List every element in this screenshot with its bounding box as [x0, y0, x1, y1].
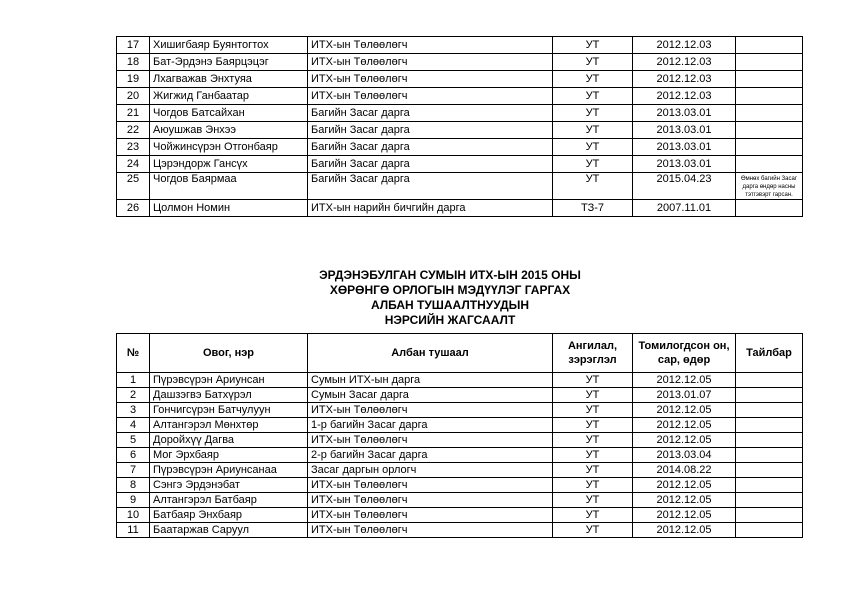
- row-number: 5: [117, 433, 150, 448]
- table-row: [117, 88, 803, 105]
- row-category: УТ: [553, 478, 633, 493]
- table-row: [117, 448, 803, 463]
- row-position: Багийн Засаг дарга: [308, 122, 553, 139]
- row-date: 2013.03.01: [633, 105, 736, 122]
- row-number: 11: [117, 523, 150, 538]
- row-name: Хишигбаяр Буянтогтох: [150, 37, 308, 54]
- row-category: УТ: [553, 105, 633, 122]
- row-category: УТ: [553, 523, 633, 538]
- row-category: УТ: [553, 37, 633, 54]
- row-position: 2-р багийн Засаг дарга: [308, 448, 553, 463]
- table-row: [117, 71, 803, 88]
- row-category: УТ: [553, 71, 633, 88]
- row-note: [736, 508, 803, 523]
- row-note: [736, 493, 803, 508]
- row-number: 22: [117, 122, 150, 139]
- row-position: ИТХ-ын Төлөөлөгч: [308, 37, 553, 54]
- row-position: Сумын Засаг дарга: [308, 388, 553, 403]
- table-row: [117, 463, 803, 478]
- row-name: Чогдов Батсайхан: [150, 105, 308, 122]
- heading-line-4: НЭРСИЙН ЖАГСААЛТ: [384, 313, 516, 327]
- heading-line-3: АЛБАН ТУШААЛТНУУДЫН: [370, 298, 530, 312]
- table-row: [117, 418, 803, 433]
- table-row: [117, 122, 803, 139]
- row-number: 1: [117, 373, 150, 388]
- row-position: Засаг даргын орлогч: [308, 463, 553, 478]
- row-name: Чогдов Баярмаа: [150, 173, 308, 200]
- row-name: Цэрэндорж Гансүх: [150, 156, 308, 173]
- table-row: [117, 105, 803, 122]
- header-position: Албан тушаал: [308, 334, 553, 373]
- row-note: [736, 37, 803, 54]
- row-name: Алтангэрэл Батбаяр: [150, 493, 308, 508]
- row-date: 2012.12.05: [633, 373, 736, 388]
- row-position: Багийн Засаг дарга: [308, 139, 553, 156]
- row-note: [736, 448, 803, 463]
- row-note: [736, 54, 803, 71]
- row-number: 24: [117, 156, 150, 173]
- header-category: [553, 334, 633, 373]
- row-name: Пүрэвсүрэн Ариунсанаа: [150, 463, 308, 478]
- row-date: 2013.03.01: [633, 122, 736, 139]
- table-header-row: [117, 334, 803, 373]
- row-number: 8: [117, 478, 150, 493]
- row-position: ИТХ-ын Төлөөлөгч: [308, 433, 553, 448]
- document-heading: [250, 268, 650, 328]
- row-category: УТ: [553, 493, 633, 508]
- row-name: Батбаяр Энхбаяр: [150, 508, 308, 523]
- row-date: 2012.12.05: [633, 478, 736, 493]
- header-note: Тайлбар: [736, 334, 803, 373]
- row-note: [736, 523, 803, 538]
- row-number: 7: [117, 463, 150, 478]
- row-date: 2015.04.23: [633, 173, 736, 200]
- row-category: УТ: [553, 139, 633, 156]
- header-no: №: [117, 334, 150, 373]
- row-category: УТ: [553, 403, 633, 418]
- row-number: 9: [117, 493, 150, 508]
- officials-table-continued: [116, 36, 803, 217]
- row-number: 18: [117, 54, 150, 71]
- row-name: Пүрэвсүрэн Ариунсан: [150, 373, 308, 388]
- row-note: [736, 463, 803, 478]
- table-row: [117, 139, 803, 156]
- row-position: ИТХ-ын Төлөөлөгч: [308, 493, 553, 508]
- row-category: УТ: [553, 54, 633, 71]
- row-note: [736, 478, 803, 493]
- row-note: [736, 105, 803, 122]
- table-row: [117, 173, 803, 200]
- row-number: 6: [117, 448, 150, 463]
- header-name: Овог, нэр: [150, 334, 308, 373]
- row-note: [736, 388, 803, 403]
- row-position: ИТХ-ын Төлөөлөгч: [308, 54, 553, 71]
- row-date: 2012.12.03: [633, 37, 736, 54]
- row-position: Багийн Засаг дарга: [308, 156, 553, 173]
- row-position: ИТХ-ын Төлөөлөгч: [308, 71, 553, 88]
- row-note: Өмнөх багийн Засаг дарга өндөр насны тэтгэвэрт гарсан.: [736, 173, 803, 200]
- row-category: УТ: [553, 156, 633, 173]
- row-date: 2012.12.05: [633, 493, 736, 508]
- row-number: 19: [117, 71, 150, 88]
- heading-line-2: ХӨРӨНГӨ ОРЛОГЫН МЭДҮҮЛЭГ ГАРГАХ: [329, 283, 571, 297]
- row-note: [736, 71, 803, 88]
- row-category: УТ: [553, 88, 633, 105]
- row-number: 25: [117, 173, 150, 200]
- row-note: [736, 88, 803, 105]
- row-note: [736, 373, 803, 388]
- row-category: УТ: [553, 433, 633, 448]
- row-name: Мог Эрхбаяр: [150, 448, 308, 463]
- row-date: 2013.03.04: [633, 448, 736, 463]
- table-row: [117, 493, 803, 508]
- row-category: УТ: [553, 388, 633, 403]
- row-category: УТ: [553, 448, 633, 463]
- row-category: УТ: [553, 373, 633, 388]
- row-date: 2012.12.03: [633, 54, 736, 71]
- row-position: ИТХ-ын нарийн бичгийн дарга: [308, 200, 553, 217]
- row-date: 2012.12.05: [633, 433, 736, 448]
- header-date-line-2: сар, өдөр: [657, 354, 711, 366]
- table-row: [117, 523, 803, 538]
- row-date: 2012.12.05: [633, 403, 736, 418]
- row-date: 2014.08.22: [633, 463, 736, 478]
- row-note: [736, 139, 803, 156]
- row-number: 26: [117, 200, 150, 217]
- row-note: [736, 200, 803, 217]
- row-number: 17: [117, 37, 150, 54]
- row-number: 20: [117, 88, 150, 105]
- row-position: ИТХ-ын Төлөөлөгч: [308, 403, 553, 418]
- row-name: Жигжид Ганбаатар: [150, 88, 308, 105]
- row-position: ИТХ-ын Төлөөлөгч: [308, 523, 553, 538]
- row-note: [736, 403, 803, 418]
- row-note: [736, 122, 803, 139]
- table-row: [117, 388, 803, 403]
- row-position: ИТХ-ын Төлөөлөгч: [308, 88, 553, 105]
- row-date: 2012.12.05: [633, 508, 736, 523]
- heading-line-1: ЭРДЭНЭБУЛГАН СУМЫН ИТХ-ЫН 2015 ОНЫ: [319, 268, 581, 282]
- row-date: 2012.12.05: [633, 418, 736, 433]
- row-note: [736, 433, 803, 448]
- row-note: [736, 418, 803, 433]
- table-row: [117, 508, 803, 523]
- header-date: [633, 334, 736, 373]
- row-number: 21: [117, 105, 150, 122]
- row-name: Доройхүү Дагва: [150, 433, 308, 448]
- row-name: Гончигсүрэн Батчулуун: [150, 403, 308, 418]
- table-row: [117, 403, 803, 418]
- row-name: Сэнгэ Эрдэнэбат: [150, 478, 308, 493]
- row-category: УТ: [553, 122, 633, 139]
- table-row: [117, 373, 803, 388]
- row-category: ТЗ-7: [553, 200, 633, 217]
- table-row: [117, 37, 803, 54]
- row-date: 2013.03.01: [633, 139, 736, 156]
- header-category-line-1: Ангилал,: [567, 340, 618, 352]
- row-position: 1-р багийн Засаг дарга: [308, 418, 553, 433]
- row-number: 3: [117, 403, 150, 418]
- row-position: ИТХ-ын Төлөөлөгч: [308, 478, 553, 493]
- row-note: [736, 156, 803, 173]
- row-name: Бат-Эрдэнэ Баярцэцэг: [150, 54, 308, 71]
- row-number: 10: [117, 508, 150, 523]
- row-number: 23: [117, 139, 150, 156]
- row-date: 2012.12.03: [633, 88, 736, 105]
- header-date-line-1: Томилогдсон он,: [638, 340, 730, 352]
- row-date: 2013.01.07: [633, 388, 736, 403]
- row-number: 4: [117, 418, 150, 433]
- row-name: Чойжинсүрэн Отгонбаяр: [150, 139, 308, 156]
- table-row: [117, 54, 803, 71]
- row-category: УТ: [553, 418, 633, 433]
- row-category: УТ: [553, 508, 633, 523]
- row-date: 2012.12.03: [633, 71, 736, 88]
- row-name: Дашзэгвэ Батхүрэл: [150, 388, 308, 403]
- header-category-line-2: зэрэглэл: [568, 354, 617, 366]
- row-date: 2007.11.01: [633, 200, 736, 217]
- table-row: [117, 478, 803, 493]
- row-number: 2: [117, 388, 150, 403]
- row-name: Баатаржав Саруул: [150, 523, 308, 538]
- officials-table: [116, 333, 803, 538]
- row-name: Аюушжав Энхээ: [150, 122, 308, 139]
- row-position: Сумын ИТХ-ын дарга: [308, 373, 553, 388]
- row-position: ИТХ-ын Төлөөлөгч: [308, 508, 553, 523]
- row-category: УТ: [553, 173, 633, 200]
- row-category: УТ: [553, 463, 633, 478]
- row-position: Багийн Засаг дарга: [308, 105, 553, 122]
- table-row: [117, 156, 803, 173]
- table-row: [117, 433, 803, 448]
- table-row: [117, 200, 803, 217]
- row-name: Цолмон Номин: [150, 200, 308, 217]
- row-name: Алтангэрэл Мөнхтөр: [150, 418, 308, 433]
- row-name: Лхагважав Энхтуяа: [150, 71, 308, 88]
- row-position: Багийн Засаг дарга: [308, 173, 553, 200]
- row-date: 2013.03.01: [633, 156, 736, 173]
- row-date: 2012.12.05: [633, 523, 736, 538]
